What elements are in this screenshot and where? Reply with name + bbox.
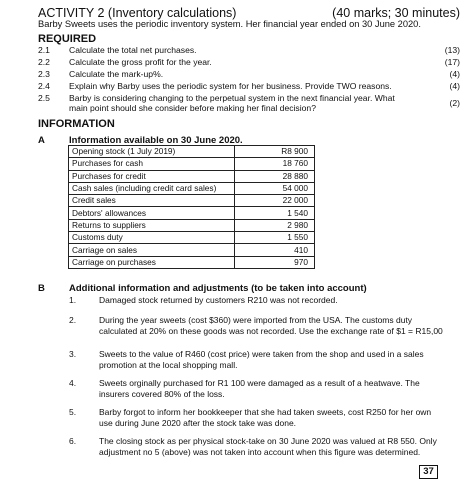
table-cell-amount: 410 [235, 244, 315, 256]
adjustment-text: Damaged stock returned by customers R210 was not recorded. [99, 295, 338, 305]
adjustment-text: The closing stock as per physical stock-take on 30 June 2020 was valued at R8 550. Only adjustment no 5 (above) was not taken into account when this figure was determined. [99, 436, 437, 457]
balances-table [68, 145, 315, 269]
activity-intro: Barby Sweets uses the periodic inventory system. Her financial year ended on 30 June 2020. [38, 19, 421, 29]
table-cell-label: Cash sales (including credit card sales) [69, 182, 235, 194]
table-cell-amount: 22 000 [235, 195, 315, 207]
question-text: Explain why Barby uses the periodic system for her business. Provide TWO reasons. [69, 81, 392, 91]
table-cell-label: Customs duty [69, 232, 235, 244]
table-cell-label: Debtors' allowances [69, 207, 235, 219]
table-cell-amount: 18 760 [235, 158, 315, 170]
table-row [69, 256, 315, 268]
table-row [69, 170, 315, 182]
question-marks: (13) [444, 45, 460, 55]
table-row [69, 219, 315, 231]
section-a-heading: Information available on 30 June 2020. [69, 135, 243, 146]
section-a-letter: A [38, 135, 45, 146]
adjustment-text: Sweets to the value of R460 (cost price) were taken from the shop and used in a sales promotion at the local shopping mall. [99, 349, 424, 370]
question-text: Calculate the total net purchases. [69, 45, 197, 55]
table-row [69, 195, 315, 207]
question-marks: (4) [449, 69, 460, 79]
table-cell-label: Purchases for credit [69, 170, 235, 182]
table-cell-label: Returns to suppliers [69, 219, 235, 231]
table-row [69, 244, 315, 256]
adjustment-number: 1. [69, 295, 77, 305]
table-row [69, 158, 315, 170]
table-cell-label: Purchases for cash [69, 158, 235, 170]
question-number: 2.2 [38, 57, 50, 67]
table-cell-amount: 54 000 [235, 182, 315, 194]
page-number: 37 [419, 465, 438, 479]
table-row [69, 207, 315, 219]
table-cell-label: Credit sales [69, 195, 235, 207]
question-marks: (2) [449, 98, 460, 108]
question-number: 2.3 [38, 69, 50, 79]
table-cell-label: Carriage on purchases [69, 256, 235, 268]
table-row [69, 182, 315, 194]
question-marks: (4) [449, 81, 460, 91]
section-b-letter: B [38, 283, 45, 294]
table-row [69, 146, 315, 158]
information-heading: INFORMATION [38, 118, 115, 130]
question-number: 2.5 [38, 93, 50, 103]
table-cell-amount: R8 900 [235, 146, 315, 158]
table-cell-amount: 1 540 [235, 207, 315, 219]
adjustment-number: 3. [69, 349, 77, 359]
question-number: 2.1 [38, 45, 50, 55]
section-b-heading: Additional information and adjustments (to be taken into account) [69, 283, 367, 294]
adjustment-number: 4. [69, 378, 77, 388]
table-row [69, 232, 315, 244]
adjustment-number: 6. [69, 436, 77, 446]
activity-marks: (40 marks; 30 minutes) [332, 6, 460, 20]
adjustment-number: 2. [69, 315, 77, 325]
adjustment-text: Barby forgot to inform her bookkeeper that she had taken sweets, cost R250 for her own use during June 2020 after the stock take was done. [99, 407, 432, 428]
table-cell-label: Opening stock (1 July 2019) [69, 146, 235, 158]
question-number: 2.4 [38, 81, 50, 91]
table-cell-amount: 970 [235, 256, 315, 268]
adjustment-number: 5. [69, 407, 77, 417]
adjustment-text: During the year sweets (cost $360) were imported from the USA. The customs duty calculated at 20% on these goods was not recorded. Use the exchange rate of $1 = R15,00 [99, 315, 443, 336]
table-cell-amount: 28 880 [235, 170, 315, 182]
question-text: Calculate the mark-up%. [69, 69, 164, 79]
activity-title: ACTIVITY 2 (Inventory calculations) [38, 6, 237, 20]
adjustment-text: Sweets orginally purchased for R1 100 were damaged as a result of a heatwave. The insurers covered 80% of the loss. [99, 378, 420, 399]
question-text: Calculate the gross profit for the year. [69, 57, 212, 67]
question-text: Barby is considering changing to the perpetual system in the next financial year. What main point should she consider before making her final decision? [69, 93, 395, 113]
table-cell-amount: 1 550 [235, 232, 315, 244]
table-cell-label: Carriage on sales [69, 244, 235, 256]
question-marks: (17) [444, 57, 460, 67]
required-heading: REQUIRED [38, 33, 97, 45]
table-cell-amount: 2 980 [235, 219, 315, 231]
